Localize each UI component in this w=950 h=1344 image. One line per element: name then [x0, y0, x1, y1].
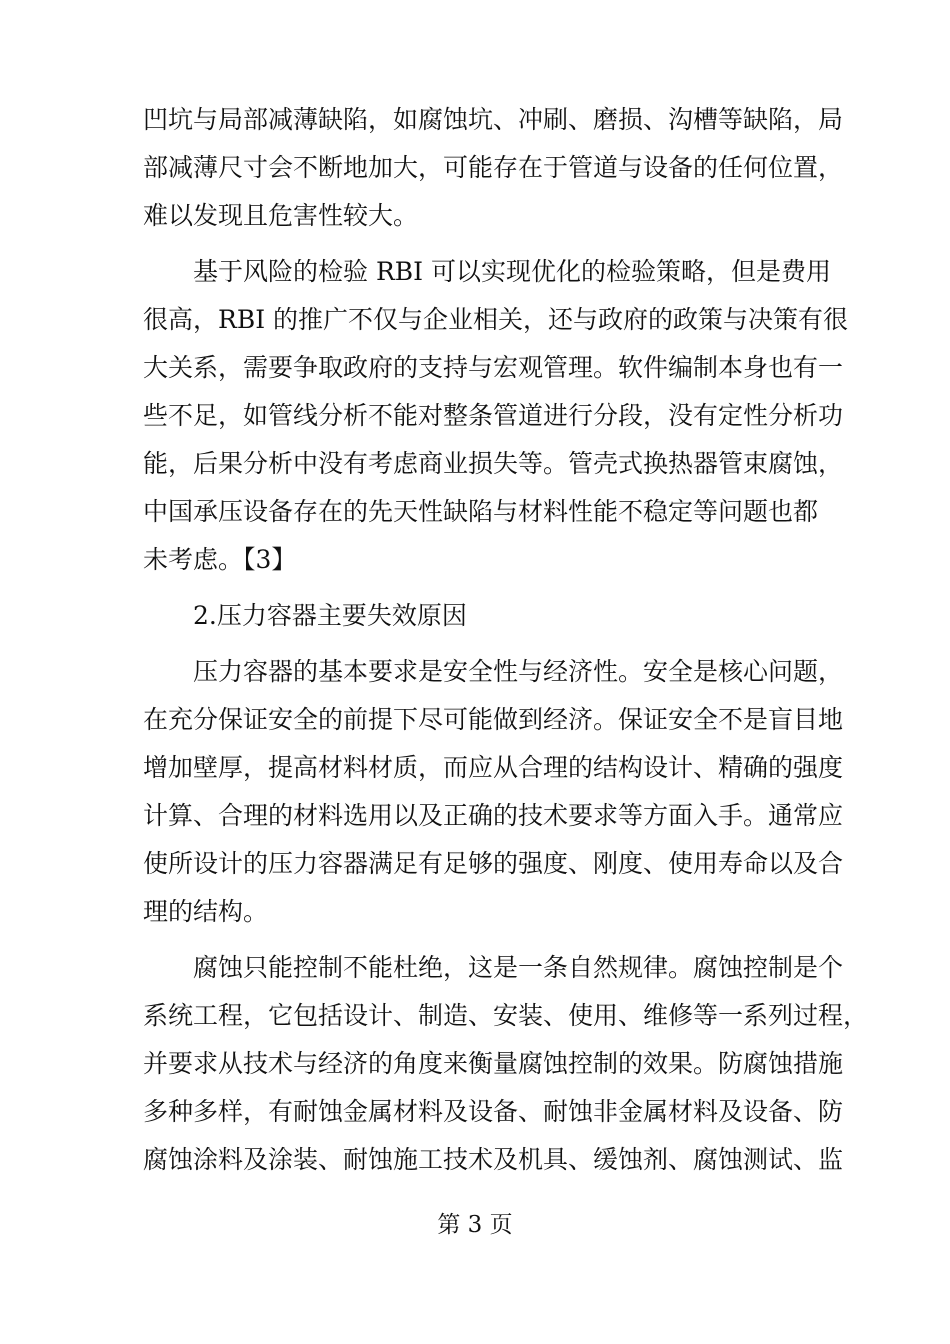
text-line: 理的结构。 — [143, 897, 269, 926]
heading-text: 2.压力容器主要失效原因 — [193, 601, 467, 630]
text-line: 中国承压设备存在的先天性缺陷与材料性能不稳定等问题也都 — [143, 497, 819, 526]
paragraph — [143, 248, 849, 584]
text-line: 系统工程，它包括设计、制造、安装、使用、维修等一系列过程， — [143, 1001, 869, 1030]
text-line: 很高，RBI 的推广不仅与企业相关，还与政府的政策与决策有很 — [143, 305, 849, 334]
text-line: 大关系，需要争取政府的支持与宏观管理。软件编制本身也有一 — [143, 353, 844, 382]
text-line: 在充分保证安全的前提下尽可能做到经济。保证安全不是盲目地 — [143, 705, 844, 734]
text-line: 并要求从技术与经济的角度来衡量腐蚀控制的效果。防腐蚀措施 — [143, 1049, 844, 1078]
text-line: 基于风险的检验 RBI 可以实现优化的检验策略，但是费用 — [193, 257, 831, 286]
text-line: 些不足，如管线分析不能对整条管道进行分段，没有定性分析功 — [143, 401, 844, 430]
text-line: 腐蚀涂料及涂装、耐蚀施工技术及机具、缓蚀剂、腐蚀测试、监 — [143, 1145, 844, 1174]
text-line: 压力容器的基本要求是安全性与经济性。安全是核心问题， — [193, 657, 844, 686]
section-heading — [143, 592, 813, 640]
text-line: 计算、合理的材料选用以及正确的技术要求等方面入手。通常应 — [143, 801, 844, 830]
paragraph — [143, 648, 844, 936]
text-line: 腐蚀只能控制不能杜绝，这是一条自然规律。腐蚀控制是个 — [193, 953, 844, 982]
text-line: 多种多样，有耐蚀金属材料及设备、耐蚀非金属材料及设备、防 — [143, 1097, 844, 1126]
text-line: 能，后果分析中没有考虑商业损失等。管壳式换热器管束腐蚀， — [143, 449, 844, 478]
text-line: 使所设计的压力容器满足有足够的强度、刚度、使用寿命以及合 — [143, 849, 844, 878]
text-line: 增加壁厚，提高材料材质，而应从合理的结构设计、精确的强度 — [143, 753, 844, 782]
text-line: 凹坑与局部减薄缺陷，如腐蚀坑、冲刷、磨损、沟槽等缺陷，局 — [143, 105, 844, 134]
paragraph — [143, 96, 844, 240]
body-text — [143, 96, 869, 1184]
text-line: 未考虑。【3】 — [143, 545, 297, 574]
text-line: 难以发现且危害性较大。 — [143, 201, 419, 230]
page-number: 第 3 页 — [437, 1212, 513, 1238]
text-line: 部减薄尺寸会不断地加大，可能存在于管道与设备的任何位置， — [143, 153, 844, 182]
paragraph — [143, 944, 869, 1184]
